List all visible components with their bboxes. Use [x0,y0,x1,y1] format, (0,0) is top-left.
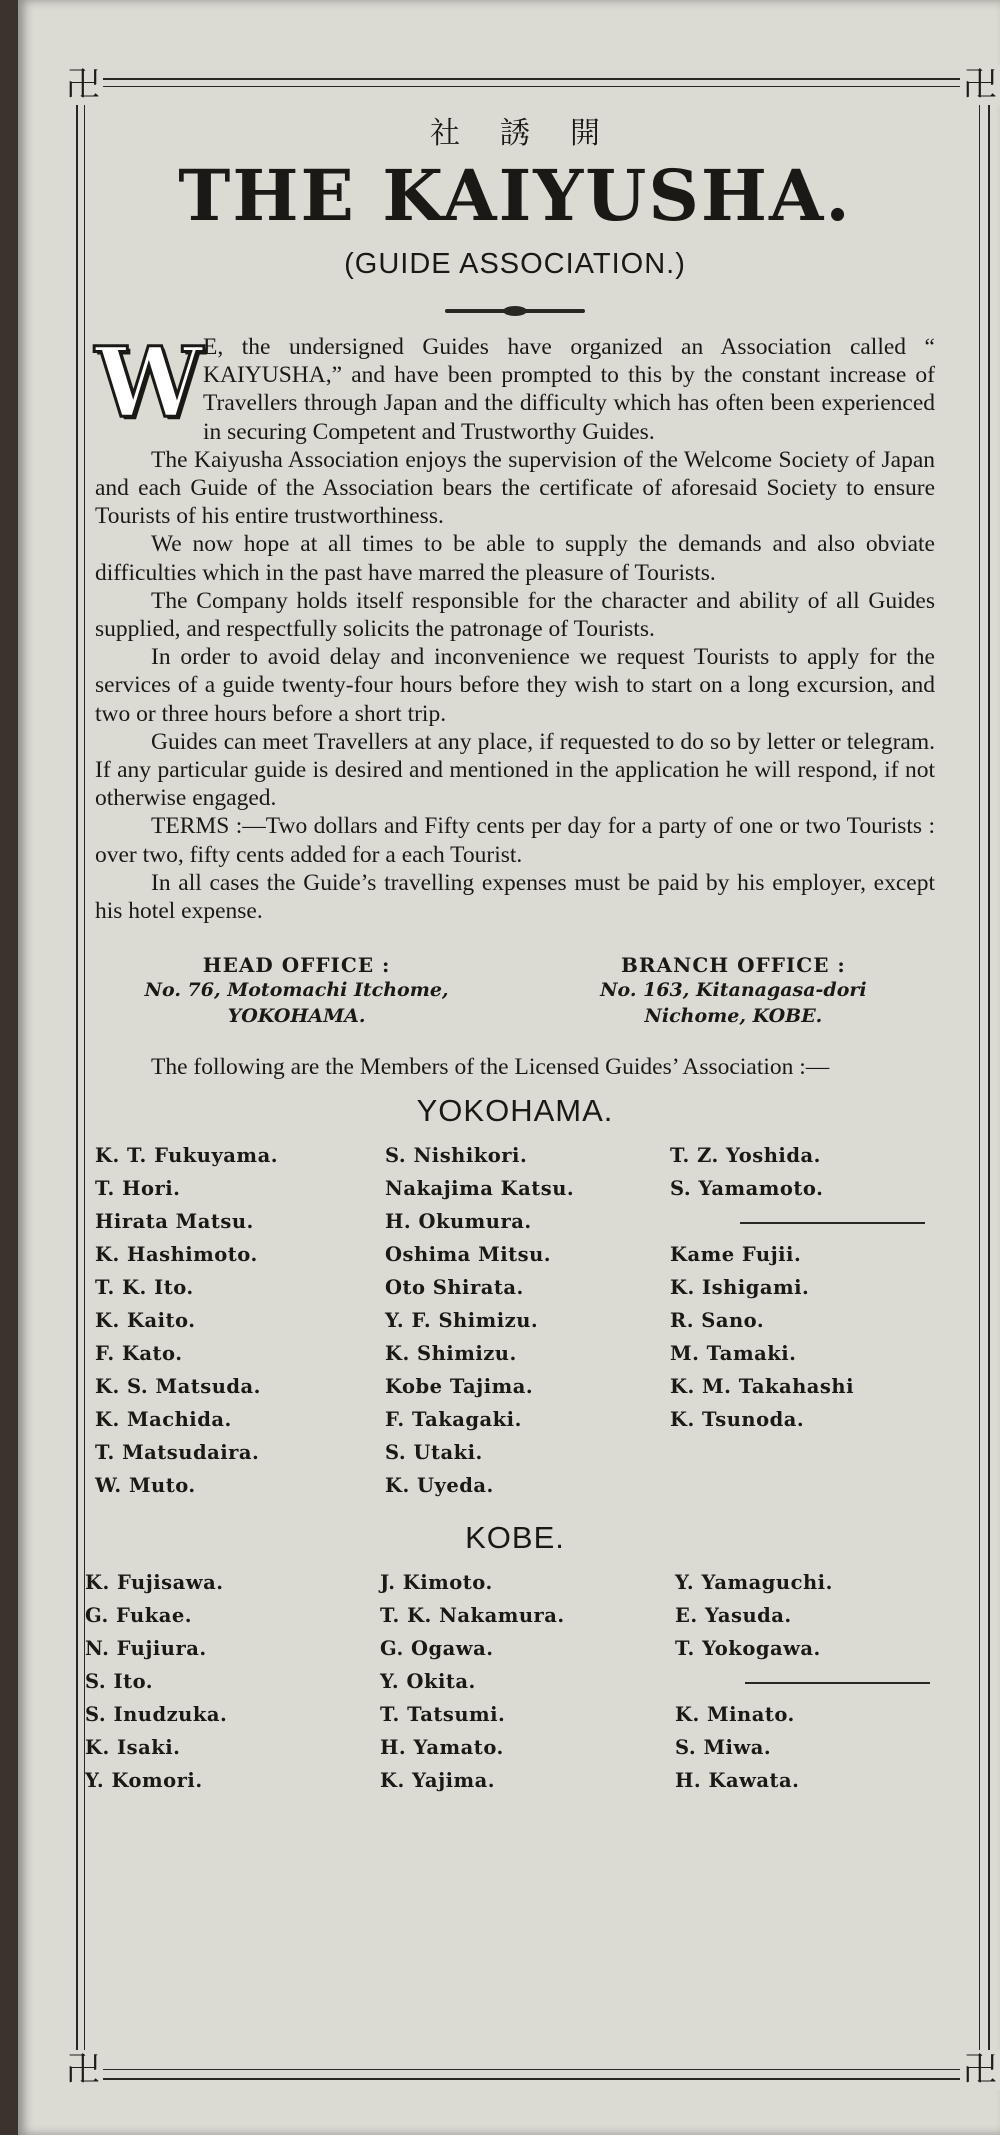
member-name: K. Minato. [675,1703,795,1727]
terms-paragraph: TERMS :—Two dollars and Fifty cents per day for a party of one or two Tourists : over two, fifty cents added for a each Tourist. [95,813,935,868]
member-name: T. K. Nakamura. [380,1604,565,1628]
member-name: T. Tatsumi. [380,1703,506,1727]
member-name: Y. Yamaguchi. [675,1571,833,1595]
members-intro: The following are the Members of the Licensed Guides’ Association :— [151,1054,830,1081]
member-name: T. Matsudaira. [95,1441,260,1465]
column-divider [670,1205,930,1238]
corner-ornament-icon: 卍 [63,65,103,105]
member-name: Nakajima Katsu. [385,1177,575,1201]
head-office-label: HEAD OFFICE : [202,953,391,978]
member-name: S. Miwa. [675,1736,772,1760]
member-column [670,1139,930,1502]
member-name: K. T. Fukuyama. [95,1144,278,1168]
kobe-heading: KOBE. [465,1520,565,1556]
member-name: Y. Okita. [380,1670,476,1694]
member-name: K. Kaito. [95,1309,196,1333]
member-column [85,1566,380,1797]
body-text [95,326,935,925]
member-name: Oshima Mitsu. [385,1243,552,1267]
member-name: S. Nishikori. [385,1144,528,1168]
kanji-heading: 社誘開 [430,116,640,151]
document-content [85,100,935,1797]
head-office-address: No. 76, Motomachi Itchome, [144,979,449,1002]
member-name: K. Yajima. [380,1769,496,1793]
member-name: Y. F. Shimizu. [385,1309,539,1333]
paragraph-text: E, the undersigned Guides have organized an Association called “ KAIYUSHA,” and have been prompted to this by the constant increase of Travellers through Japan and the difficulty which has often been experienced in securing Competent and Trustworthy Guides. [203,334,935,445]
member-name: K. M. Takahashi [670,1375,854,1399]
member-name: Oto Shirata. [385,1276,524,1300]
member-column [385,1139,670,1502]
member-name: S. Ito. [85,1670,154,1694]
member-name: J. Kimoto. [380,1571,493,1595]
paragraph: In all cases the Guide’s travelling expenses must be paid by his employer, except his hotel expense. [95,869,935,925]
paragraph: We now hope at all times to be able to supply the demands and also obviate difficulties which in the past have marred the pleasure of Tourists. [95,531,935,586]
member-name: N. Fujiura. [85,1637,207,1661]
member-name: K. S. Matsuda. [95,1375,261,1399]
yokohama-members [95,1139,935,1502]
yokohama-heading: YOKOHAMA. [416,1093,614,1129]
head-office-city: YOKOHAMA. [227,1005,366,1028]
member-name: T. Hori. [95,1177,181,1201]
member-name: F. Kato. [95,1342,183,1366]
paragraph: The Kaiyusha Association enjoys the supervision of the Welcome Society of Japan and each Guide of the Association bears the certificate of aforesaid Society to ensure Tourists of his entire trustworthiness. [95,446,935,530]
decorative-rule [445,309,585,313]
corner-ornament-icon: 卍 [960,65,1000,105]
intro-paragraph [95,326,935,446]
member-name: G. Fukae. [85,1604,193,1628]
branch-office-address: No. 163, Kitanagasa-dori [600,979,867,1002]
member-name: F. Takagaki. [385,1408,522,1432]
member-name: S. Inudzuka. [85,1703,228,1727]
page-subtitle: (GUIDE ASSOCIATION.) [344,248,686,280]
member-name: Y. Komori. [85,1769,203,1793]
member-name: G. Ogawa. [380,1637,494,1661]
member-name: K. Fujisawa. [85,1571,224,1595]
member-name: K. Machida. [95,1408,232,1432]
member-name: S. Yamamoto. [670,1177,824,1201]
corner-ornament-icon: 卍 [63,2050,103,2090]
member-column [95,1139,385,1502]
member-name: K. Ishigami. [670,1276,810,1300]
member-name: K. Isaki. [85,1736,181,1760]
offices-block [95,953,935,1029]
member-name: K. Hashimoto. [95,1243,258,1267]
member-name: R. Sano. [670,1309,765,1333]
member-name: T. Yokogawa. [675,1637,821,1661]
page-title: THE KAIYUSHA. [178,154,852,237]
kobe-members [85,1566,935,1797]
member-name: E. Yasuda. [675,1604,792,1628]
member-name: H. Yamato. [380,1736,504,1760]
member-name: Kame Fujii. [670,1243,802,1267]
paragraph: In order to avoid delay and inconvenience we request Tourists to apply for the services of a guide twenty-four hours before they wish to start on a long excursion, and two or three hours before a short trip. [95,644,935,727]
member-column [380,1566,675,1797]
member-name: H. Okumura. [385,1210,532,1234]
member-column [675,1566,925,1797]
member-name: Hirata Matsu. [95,1210,254,1234]
branch-office-city: Nichome, KOBE. [644,1005,823,1028]
member-name: T. K. Ito. [95,1276,194,1300]
member-name: S. Utaki. [385,1441,483,1465]
member-name: K. Uyeda. [385,1474,494,1498]
member-name: T. Z. Yoshida. [670,1144,821,1168]
branch-office [532,953,935,1029]
member-name: K. Shimizu. [385,1342,517,1366]
member-name: Kobe Tajima. [385,1375,534,1399]
member-name: H. Kawata. [675,1769,800,1793]
paragraph: Guides can meet Travellers at any place, if requested to do so by letter or telegram. If any particular guide is desired and mentioned in the application he will respond, if not otherwise engaged. [95,728,935,812]
member-name: M. Tamaki. [670,1342,797,1366]
branch-office-label: BRANCH OFFICE : [621,953,846,978]
member-name: W. Muto. [95,1474,196,1498]
corner-ornament-icon: 卍 [960,2050,1000,2090]
column-divider [675,1665,925,1698]
member-name: K. Tsunoda. [670,1408,805,1432]
head-office [95,953,498,1029]
paragraph: The Company holds itself responsible for the character and ability of all Guides supplied, and respectfully solicits the patronage of Tourists. [95,587,935,643]
dropcap-letter: W [95,326,203,439]
